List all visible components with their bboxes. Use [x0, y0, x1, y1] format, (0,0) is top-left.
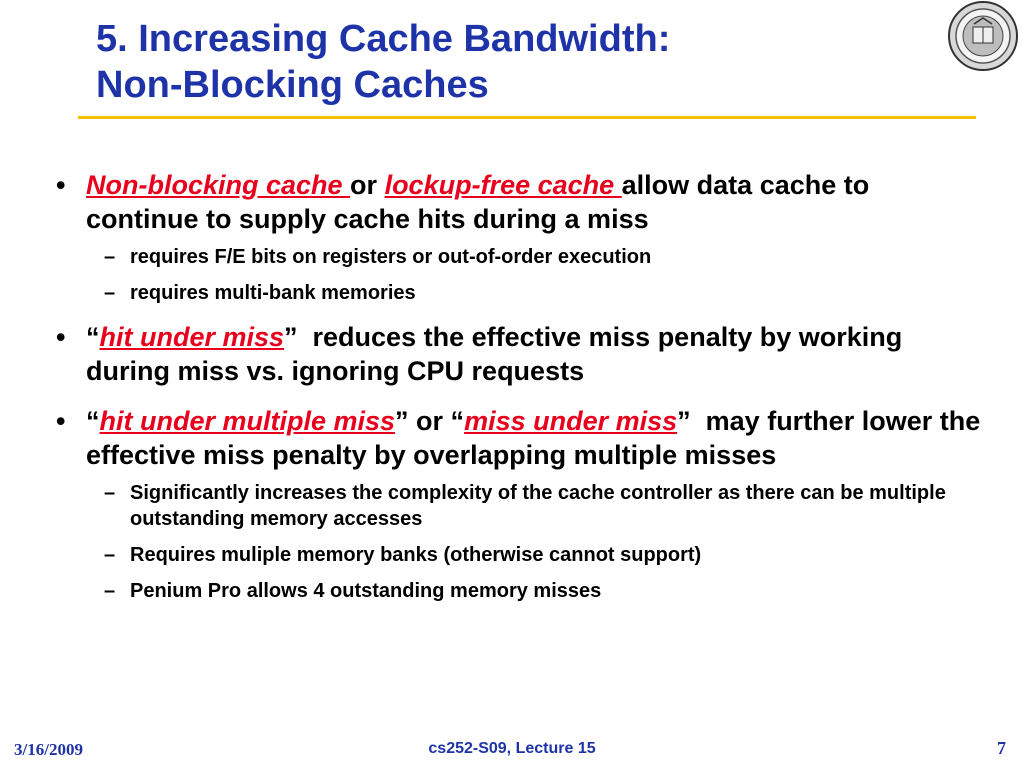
close-quote: ” — [284, 322, 298, 352]
footer-course: cs252-S09, Lecture 15 — [428, 740, 596, 757]
open-quote: “ — [86, 322, 100, 352]
sub-bullet-text: Significantly increases the complexity of the cache controller as there can be multiple outstanding memory accesses — [130, 482, 946, 530]
sub-bullet-pentium-pro — [56, 578, 986, 604]
sub-bullet-memory-banks — [56, 542, 986, 568]
sub-bullet-dash: – — [104, 282, 116, 304]
sub-bullet-dash: – — [104, 544, 116, 566]
quote-or-quote: ” or “ — [395, 406, 465, 436]
footer-page-number: 7 — [997, 738, 1006, 758]
sub-bullet-dash: – — [104, 580, 116, 602]
term-non-blocking-cache: Non-blocking cache — [86, 170, 351, 200]
title-line-1: 5. Increasing Cache Bandwidth: — [96, 18, 671, 60]
sub-bullet-dash: – — [104, 246, 116, 268]
sub-bullet-fe-bits — [56, 244, 986, 270]
term-lockup-free-cache: lockup-free cache — [384, 170, 622, 200]
slide-body — [56, 168, 986, 604]
sub-bullet-text: Penium Pro allows 4 outstanding memory misses — [130, 580, 602, 602]
title-line-2: Non-Blocking Caches — [96, 64, 489, 106]
footer-date: 3/16/2009 — [14, 740, 83, 759]
term-hit-under-miss: hit under miss — [99, 322, 285, 352]
bullet-hit-under-multiple-miss — [56, 404, 986, 472]
sub-bullet-text: requires F/E bits on registers or out-of-order execution — [130, 246, 652, 268]
title-underline-rule — [78, 116, 976, 119]
slide-title — [96, 16, 670, 108]
close-quote: ” — [677, 406, 691, 436]
bullet-text: reduces the effective miss penalty by working during miss vs. ignoring CPU requests — [86, 322, 910, 386]
term-hit-under-multiple-miss: hit under multiple miss — [99, 406, 396, 436]
bullet-dot: • — [56, 322, 66, 352]
bullet-nonblocking — [56, 168, 986, 236]
bullet-text: or — [350, 170, 385, 200]
sub-bullet-dash: – — [104, 482, 116, 504]
sub-bullet-text: requires multi-bank memories — [130, 282, 416, 304]
term-miss-under-miss: miss under miss — [464, 406, 678, 436]
bullet-dot: • — [56, 170, 66, 200]
sub-bullet-complexity — [56, 480, 986, 532]
university-seal-icon — [944, 0, 1022, 72]
bullet-text: may further lower the effective miss penalty by overlapping multiple misses — [86, 406, 988, 470]
open-quote: “ — [86, 406, 100, 436]
sub-bullet-multibank — [56, 280, 986, 306]
bullet-text: allow data cache to continue to supply cache hits during a miss — [86, 170, 870, 234]
bullet-hit-under-miss — [56, 320, 986, 388]
bullet-dot: • — [56, 406, 66, 436]
sub-bullet-text: Requires muliple memory banks (otherwise cannot support) — [130, 544, 702, 566]
